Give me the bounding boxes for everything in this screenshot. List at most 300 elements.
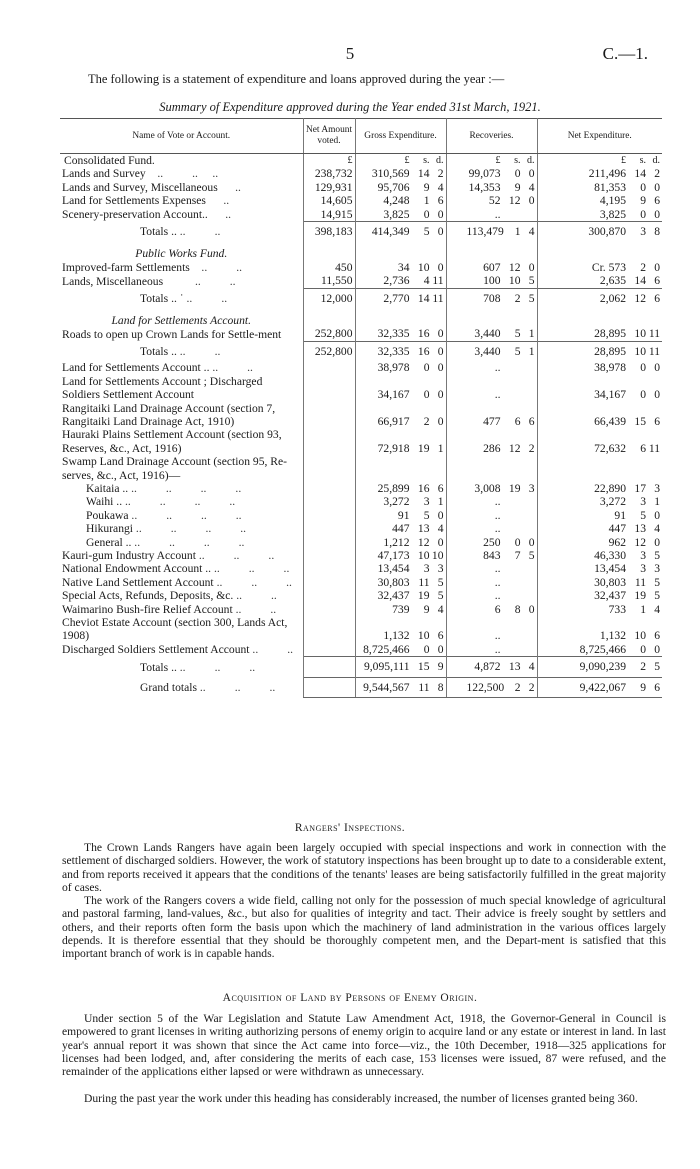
pence-value: 6: [437, 481, 444, 495]
pounds-value: 25,899: [377, 481, 410, 495]
rangers-paragraph-1: The Crown Lands Rangers have again been largely occupied with special inspections and work in connection with the settlement of discharged soldiers. However, the work of statutory inspections has been brought up to date to a considerable extent, and from reports received it appears that the conditions of the tenants' leases are being satisfactorily fulfilled in the great majority of cases.: [62, 841, 666, 894]
account-name: Improved-farm Settlements: [62, 260, 190, 274]
table-row: [60, 208, 662, 222]
empty-cell: [537, 241, 662, 260]
empty-cell: [303, 241, 355, 260]
unit-pound: £: [621, 155, 626, 166]
empty-cell: [303, 455, 355, 482]
pence-value: 5: [654, 589, 660, 603]
enemy-paragraph-2: During the past year the work under this heading has considerably increased, the number of licenses granted being 360.: [84, 1092, 638, 1105]
pounds-value: 113,479: [466, 225, 504, 239]
account-name-cell: [60, 167, 303, 180]
unit-d: d.: [436, 155, 444, 166]
pounds-value: 3,440: [474, 344, 501, 358]
col-header-gross: Gross Expenditure.: [355, 119, 446, 154]
account-name: Rangitaiki Land Drainage Account (section 7, Rangitaiki Land Drainage Act, 1910): [62, 401, 276, 428]
shillings-value: 0: [514, 535, 521, 549]
shillings-value: 10: [417, 629, 430, 643]
account-name-cell: [60, 194, 303, 207]
section-heading-row: [60, 241, 662, 260]
money-cell: [446, 509, 537, 522]
leader-dots: .. ..: [186, 291, 228, 305]
account-name-cell: [60, 509, 303, 522]
col-header-recoveries: Recoveries.: [446, 119, 537, 154]
money-cell: [355, 495, 446, 508]
money-cell: [537, 455, 662, 482]
money-cell: [355, 536, 446, 549]
account-name-cell: [60, 522, 303, 535]
pence-value: 0: [437, 535, 444, 549]
pounds-value: 2,635: [599, 274, 626, 288]
shillings-value: 2: [514, 291, 521, 305]
pence-value: 5: [528, 274, 535, 288]
money-cell: [446, 402, 537, 429]
pence-value: 4: [437, 180, 444, 194]
pence-value: 6: [437, 629, 444, 643]
account-name: Land for Settlements Account ..: [62, 361, 210, 375]
shillings-value: 5: [514, 327, 521, 341]
pounds-value: 286: [483, 441, 501, 455]
table-row: [60, 402, 662, 429]
money-cell: [355, 181, 446, 194]
account-name-cell: [60, 361, 303, 374]
shillings-value: 15: [417, 660, 430, 674]
money-cell: [355, 288, 446, 308]
empty-cell: [303, 509, 355, 522]
unit-s: s.: [514, 155, 521, 166]
empty-cell: [355, 241, 446, 260]
money-cell: [537, 589, 662, 602]
pence-value: 6: [437, 194, 444, 208]
unit-d: d.: [652, 155, 660, 166]
enemy-heading-text: Acquisition of Land by Persons of Enemy Origin.: [222, 992, 478, 1004]
shillings-value: 10: [417, 548, 430, 562]
pounds-value: 1,132: [599, 629, 626, 643]
pence-value: 3: [654, 562, 660, 576]
pounds-value: 300,870: [588, 225, 626, 239]
money-cell: [446, 428, 537, 455]
pence-value: 5: [437, 589, 444, 603]
account-name-cell: [60, 482, 303, 495]
table-row: [60, 522, 662, 535]
account-name: Land for Settlements Expenses: [62, 194, 206, 208]
account-name-cell: [60, 616, 303, 643]
unit-pound: £: [495, 155, 501, 166]
pounds-value: ..: [494, 642, 501, 656]
money-cell: [446, 576, 537, 589]
account-name-cell: [60, 677, 303, 697]
section-heading-rangers: [0, 822, 700, 834]
pence-value: 0: [654, 361, 660, 375]
leader-dots: .. .. ..: [198, 548, 275, 562]
pounds-value: ..: [494, 575, 501, 589]
account-name: Waihi ..: [86, 495, 123, 509]
pence-value: 5: [654, 660, 660, 674]
section-heading-enemy-origin: [0, 992, 700, 1004]
money-cell: [446, 261, 537, 274]
pounds-value: 30,803: [594, 575, 626, 589]
pounds-value: 3,825: [383, 207, 410, 221]
leader-dots: .. .. ..: [213, 562, 290, 576]
pounds-value: 2,736: [383, 274, 410, 288]
empty-cell: [355, 308, 446, 327]
empty-cell: [303, 402, 355, 429]
shillings-value: 2: [514, 680, 521, 694]
money-cell: [446, 589, 537, 602]
empty-cell: [446, 308, 537, 327]
money-cell: [446, 522, 537, 535]
empty-cell: [303, 522, 355, 535]
shillings-value: 10: [634, 327, 646, 341]
money-cell: [355, 643, 446, 657]
pounds-value: ..: [494, 495, 501, 509]
pence-value: 5: [528, 548, 535, 562]
pence-value: 3: [528, 481, 535, 495]
account-name: Land for Settlements Account ; Discharged Soldiers Settlement Account: [62, 374, 263, 402]
pence-value: 11: [432, 274, 444, 288]
money-cell: [355, 603, 446, 616]
net-voted-cell: 14,605: [303, 194, 355, 207]
money-cell: [446, 341, 537, 361]
pence-value: 0: [528, 167, 535, 181]
account-name: Lands and Survey, Miscellaneous: [62, 180, 218, 194]
table-row: [60, 562, 662, 575]
empty-cell: [537, 308, 662, 327]
shillings-value: 2: [640, 260, 646, 274]
shillings-value: 9: [640, 194, 646, 208]
money-cell: [355, 261, 446, 274]
table-row: [60, 428, 662, 455]
pounds-value: 28,895: [594, 327, 626, 341]
pounds-value: 34: [397, 260, 410, 274]
shillings-value: 10: [417, 260, 430, 274]
pounds-value: 32,437: [377, 589, 410, 603]
shillings-value: 12: [508, 194, 521, 208]
account-name-cell: [60, 657, 303, 677]
pence-value: 4: [437, 602, 444, 616]
account-name-cell: [60, 603, 303, 616]
pence-value: 0: [654, 207, 660, 221]
pounds-value: ..: [494, 562, 501, 576]
money-cell: [355, 589, 446, 602]
money-cell: [355, 576, 446, 589]
money-cell: [537, 616, 662, 643]
money-cell: [537, 677, 662, 697]
net-voted-cell: 450: [303, 261, 355, 274]
pence-value: 0: [654, 508, 660, 522]
shillings-value: 19: [508, 481, 521, 495]
money-cell: [446, 657, 537, 677]
shillings-value: 11: [634, 575, 646, 589]
leader-dots: .. ..: [179, 344, 221, 358]
pence-value: 0: [437, 361, 444, 375]
shillings-value: 6: [514, 414, 521, 428]
shillings-value: 0: [640, 180, 646, 194]
account-name: Cheviot Estate Account (section 300, Lands Act, 1908): [62, 616, 288, 643]
units-cell: [355, 154, 446, 168]
account-name-cell: [60, 589, 303, 602]
pounds-value: 32,335: [377, 327, 410, 341]
pounds-value: 34,167: [594, 388, 626, 402]
pence-value: 0: [654, 388, 660, 402]
money-cell: [537, 495, 662, 508]
shillings-value: 10: [634, 629, 646, 643]
pence-value: 1: [654, 495, 660, 509]
money-cell: [446, 222, 537, 242]
money-cell: [355, 375, 446, 402]
shillings-value: 5: [423, 508, 430, 522]
units-spacer: [60, 154, 303, 168]
empty-cell: [303, 375, 355, 402]
empty-cell: [303, 562, 355, 575]
shillings-value: 16: [417, 481, 430, 495]
money-cell: [446, 549, 537, 562]
pounds-value: 100: [483, 274, 501, 288]
pence-value: 0: [437, 225, 444, 239]
account-name: Roads to open up Crown Lands for Settle-ment: [62, 327, 282, 341]
account-name-cell: [60, 549, 303, 562]
pounds-value: 91: [614, 508, 626, 522]
leader-dots: .. .. ..: [199, 681, 276, 695]
money-cell: [446, 375, 537, 402]
account-name-cell: [60, 222, 303, 242]
pence-value: 4: [654, 522, 660, 536]
pounds-value: 4,872: [474, 660, 501, 674]
money-cell: [446, 361, 537, 374]
table-row: [60, 181, 662, 194]
shillings-value: 11: [418, 680, 430, 694]
money-cell: [537, 522, 662, 535]
money-cell: [355, 455, 446, 482]
leader-dots: .. .. ..: [216, 575, 292, 589]
pounds-value: 9,095,111: [363, 660, 410, 674]
money-cell: [537, 657, 662, 677]
pence-value: 5: [437, 575, 444, 589]
empty-cell: [303, 643, 355, 657]
account-name-cell: [60, 341, 303, 361]
pounds-value: 14,353: [468, 180, 501, 194]
pence-value: 5: [528, 291, 535, 305]
pounds-value: 1,132: [383, 629, 410, 643]
section-heading: Consolidated Fund.: [64, 154, 155, 167]
pounds-value: 3,272: [599, 495, 626, 509]
pence-value: 9: [437, 660, 444, 674]
pence-value: 6: [654, 274, 660, 288]
shillings-value: 14: [634, 274, 646, 288]
col-header-net-amount: Net Amount voted.: [303, 119, 355, 154]
pence-value: 0: [437, 260, 444, 274]
table-row: [60, 589, 662, 602]
pence-value: 11: [648, 441, 660, 455]
account-name: Swamp Land Drainage Account (section 95, Re-serves, &c., Act, 1916)—: [62, 455, 288, 482]
pence-value: 0: [437, 388, 444, 402]
pence-value: 10: [431, 548, 444, 562]
table-row: [60, 375, 662, 402]
money-cell: [446, 455, 537, 482]
table-row: [60, 274, 662, 288]
pence-value: 2: [528, 441, 535, 455]
net-voted-cell: 12,000: [303, 288, 355, 308]
table-row: [60, 549, 662, 562]
money-cell: [446, 536, 537, 549]
account-name-cell: [60, 261, 303, 274]
pounds-value: 13,454: [377, 562, 410, 576]
shillings-value: 0: [423, 642, 430, 656]
pounds-value: 72,632: [594, 441, 626, 455]
pounds-value: ..: [494, 361, 501, 375]
money-cell: [446, 677, 537, 697]
pounds-value: 99,073: [468, 167, 501, 181]
shillings-value: 12: [417, 535, 430, 549]
account-name: Hauraki Plains Settlement Account (section 93, Reserves, &c., Act, 1916): [62, 428, 282, 455]
pounds-value: 22,890: [594, 481, 626, 495]
pounds-value: 1,212: [383, 535, 410, 549]
account-name-cell: [60, 327, 303, 341]
money-cell: [355, 327, 446, 341]
account-name: Totals ..: [140, 225, 177, 239]
account-name: Grand totals: [140, 681, 197, 695]
table-row: [60, 603, 662, 616]
money-cell: [537, 643, 662, 657]
money-cell: [537, 603, 662, 616]
shillings-value: 3: [640, 225, 646, 239]
money-cell: [446, 208, 537, 222]
money-cell: [355, 402, 446, 429]
account-name-cell: [60, 375, 303, 402]
pounds-value: 2,770: [383, 291, 410, 305]
account-name: Scenery-preservation Account..: [62, 208, 208, 222]
shillings-value: 0: [514, 167, 521, 181]
shillings-value: 7: [514, 548, 521, 562]
money-cell: [446, 616, 537, 643]
money-cell: [355, 222, 446, 242]
empty-cell: [303, 428, 355, 455]
money-cell: [446, 274, 537, 288]
table-row: [60, 327, 662, 341]
empty-cell: [303, 536, 355, 549]
account-name: Kauri-gum Industry Account: [62, 548, 196, 562]
pounds-value: 91: [397, 508, 410, 522]
pounds-value: ..: [494, 589, 501, 603]
totals-row: [60, 657, 662, 677]
money-cell: [537, 428, 662, 455]
empty-cell: [303, 589, 355, 602]
pounds-value: 9,422,067: [579, 680, 626, 694]
page-reference: C.—1.: [602, 44, 648, 63]
pounds-value: 32,437: [594, 589, 626, 603]
net-voted-cell: 238,732: [303, 167, 355, 180]
shillings-value: 6: [640, 441, 646, 455]
pounds-value: 3,825: [599, 207, 626, 221]
money-cell: [537, 194, 662, 207]
table-body: [60, 154, 662, 698]
expenditure-table: [60, 118, 662, 698]
empty-cell: [446, 241, 537, 260]
account-name: Kaitaia ..: [86, 481, 129, 495]
leader-dots: .. .. .. ..: [125, 495, 236, 509]
shillings-value: 0: [423, 207, 430, 221]
money-cell: [537, 361, 662, 374]
table-row: [60, 167, 662, 180]
account-name-cell: [60, 402, 303, 429]
money-cell: [446, 181, 537, 194]
pence-value: 6: [654, 194, 660, 208]
table-row: [60, 643, 662, 657]
net-voted-cell: 398,183: [303, 222, 355, 242]
pence-value: 1: [437, 441, 444, 455]
pence-value: 0: [437, 414, 444, 428]
empty-cell: [303, 482, 355, 495]
shillings-value: 2: [423, 414, 430, 428]
pence-value: 0: [528, 602, 535, 616]
pence-value: 4: [437, 522, 444, 536]
empty-cell: [303, 616, 355, 643]
pence-value: 0: [437, 327, 444, 341]
pounds-value: 250: [483, 535, 501, 549]
pence-value: 11: [648, 344, 660, 358]
shillings-value: 12: [508, 441, 521, 455]
shillings-value: 16: [417, 344, 430, 358]
pence-value: 2: [437, 167, 444, 181]
money-cell: [537, 341, 662, 361]
section-heading: Land for Settlements Account.: [111, 314, 252, 328]
pence-value: 3: [437, 562, 444, 576]
pence-value: 0: [437, 207, 444, 221]
pounds-value: ..: [494, 629, 501, 643]
shillings-value: 3: [640, 548, 646, 562]
pounds-value: 607: [483, 260, 501, 274]
pounds-value: 310,569: [371, 167, 410, 181]
shillings-value: 19: [634, 589, 646, 603]
money-cell: [355, 208, 446, 222]
shillings-value: 4: [423, 274, 430, 288]
net-voted-cell: 252,800: [303, 341, 355, 361]
money-cell: [537, 482, 662, 495]
shillings-value: 9: [423, 602, 430, 616]
shillings-value: 0: [423, 361, 430, 375]
shillings-value: 3: [640, 495, 646, 509]
pounds-value: 66,439: [594, 414, 626, 428]
money-cell: [355, 274, 446, 288]
pounds-value: 211,496: [588, 167, 626, 181]
shillings-value: 5: [423, 225, 430, 239]
shillings-value: 14: [417, 291, 430, 305]
shillings-value: 17: [634, 481, 646, 495]
pounds-value: 52: [488, 194, 501, 208]
shillings-value: 13: [634, 522, 646, 536]
pounds-value: 2,062: [599, 291, 626, 305]
account-name-cell: [60, 274, 303, 288]
pence-value: 0: [528, 260, 535, 274]
money-cell: [446, 495, 537, 508]
shillings-value: 3: [423, 495, 430, 509]
money-cell: [446, 194, 537, 207]
money-cell: [355, 616, 446, 643]
money-cell: [355, 428, 446, 455]
empty-cell: [303, 677, 355, 697]
pence-value: 0: [654, 642, 660, 656]
money-cell: [355, 341, 446, 361]
account-name: Totals ..: [140, 660, 177, 674]
leader-dots: .. .. .. ..: [131, 481, 242, 495]
shillings-value: 1: [640, 602, 646, 616]
pounds-value: 34,167: [377, 388, 410, 402]
pence-value: 4: [528, 180, 535, 194]
shillings-value: 3: [640, 562, 646, 576]
account-name: Waimarino Bush-fire Relief Account: [62, 602, 233, 616]
pounds-value: 733: [608, 602, 626, 616]
empty-cell: [303, 657, 355, 677]
